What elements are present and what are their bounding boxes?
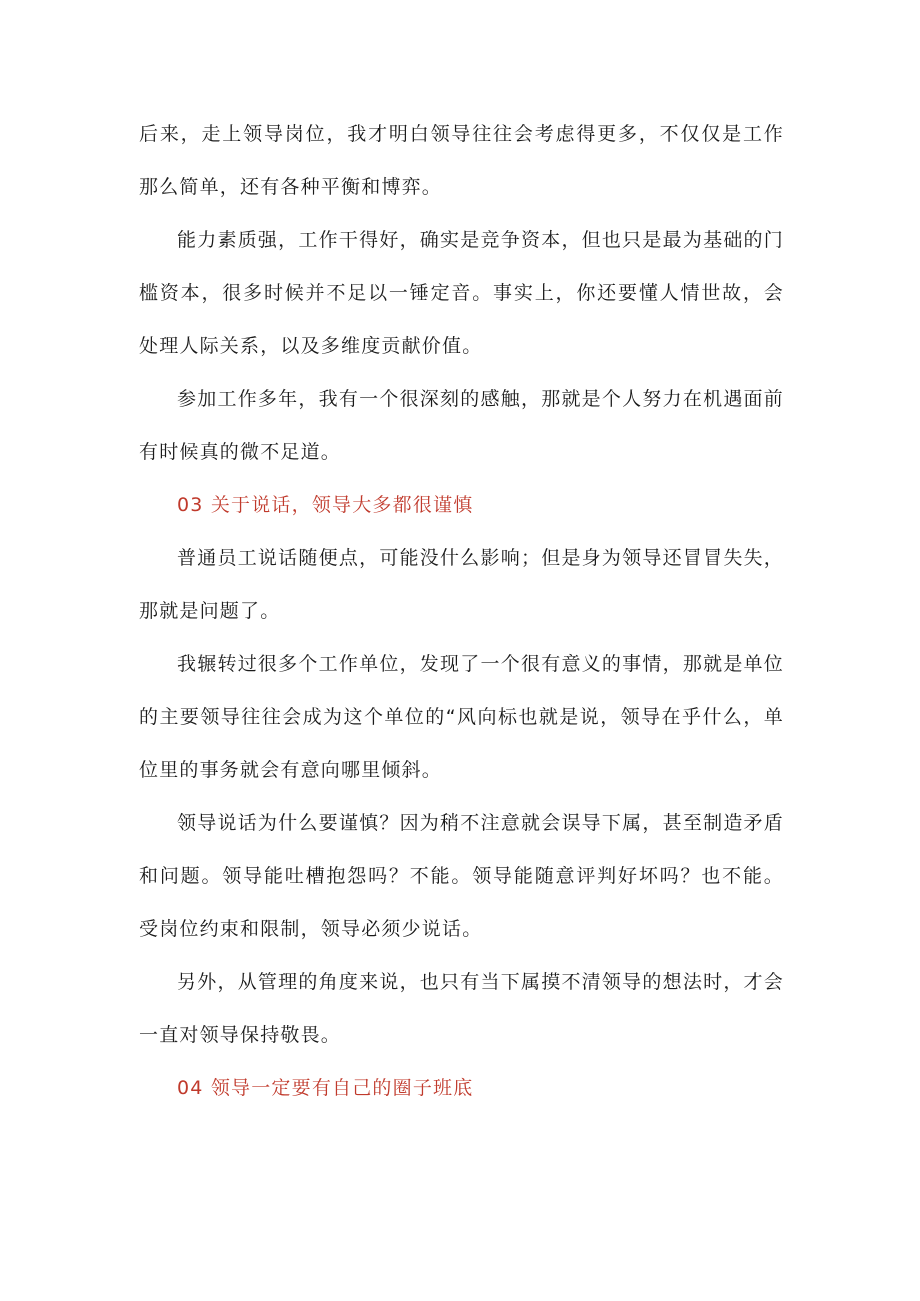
section-heading-03: 03 关于说话，领导大多都很谨慎 <box>177 494 474 516</box>
paragraph-speak-carefully: 领导说话为什么要谨慎？因为稍不注意就会误导下属，甚至制造矛盾和问题。领导能吐槽抱怨吗？不能。领导能随意评判好坏吗？也不能。受岗位约束和限制，领导必须少说话。 <box>139 812 784 940</box>
paragraph-ordinary-staff: 普通员工说话随便点，可能没什么影响；但是身为领导还冒冒失失，那就是问题了。 <box>139 547 784 622</box>
section-heading-04: 04 领导一定要有自己的圈子班底 <box>177 1077 474 1099</box>
paragraph-management-awe: 另外，从管理的角度来说，也只有当下属摸不清领导的想法时，才会一直对领导保持敬畏。 <box>139 971 784 1046</box>
paragraph-ability-capital: 能力素质强，工作干得好，确实是竞争资本，但也只是最为基础的门槛资本，很多时候并不足以一锤定音。事实上，你还要懂人情世故，会处理人际关系，以及多维度贡献价值。 <box>139 229 784 357</box>
paragraph-weathervane: 我辗转过很多个工作单位，发现了一个很有意义的事情，那就是单位的主要领导往往会成为这个单位的“风向标也就是说，领导在乎什么，单位里的事务就会有意向哪里倾斜。 <box>139 653 784 781</box>
paragraph-personal-effort: 参加工作多年，我有一个很深刻的感触，那就是个人努力在机遇面前有时候真的微不足道。 <box>139 388 784 463</box>
paragraph-leadership-balance: 后来，走上领导岗位，我才明白领导往往会考虑得更多，不仅仅是工作那么简单，还有各种平衡和博弈。 <box>139 123 784 198</box>
